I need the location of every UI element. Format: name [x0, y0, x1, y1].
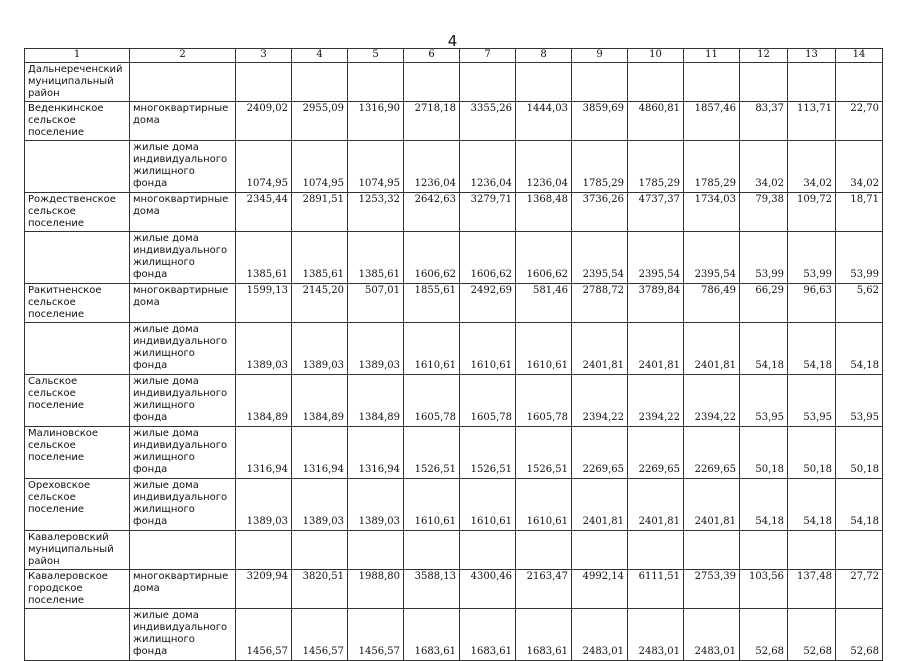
settlement-name: [25, 141, 130, 193]
value-cell: 1389,03: [292, 323, 348, 375]
value-cell: 2269,65: [572, 427, 628, 479]
housing-type: жилые дома индивидуального жилищного фонда: [130, 427, 236, 479]
value-cell: 53,99: [836, 232, 883, 284]
empty-cell: [836, 63, 883, 102]
value-cell: 2401,81: [684, 323, 740, 375]
district-row: [25, 531, 883, 570]
settlement-name: Ореховское сельское поселение: [25, 479, 130, 531]
value-cell: 54,18: [740, 323, 788, 375]
value-cell: 83,37: [740, 102, 788, 141]
value-cell: 1316,90: [348, 102, 404, 141]
table-row: [25, 323, 883, 375]
value-cell: 1855,61: [404, 284, 460, 323]
value-cell: 786,49: [684, 284, 740, 323]
value-cell: 1734,03: [684, 193, 740, 232]
empty-cell: [460, 531, 516, 570]
value-cell: 50,18: [788, 427, 836, 479]
housing-type: жилые дома индивидуального жилищного фонда: [130, 323, 236, 375]
empty-cell: [292, 531, 348, 570]
value-cell: 1605,78: [404, 375, 460, 427]
value-cell: 3588,13: [404, 570, 460, 609]
value-cell: 2401,81: [628, 323, 684, 375]
value-cell: 2492,69: [460, 284, 516, 323]
column-number: 4: [292, 49, 348, 63]
empty-cell: [740, 63, 788, 102]
value-cell: 2955,09: [292, 102, 348, 141]
value-cell: 1389,03: [348, 323, 404, 375]
empty-cell: [740, 531, 788, 570]
value-cell: 1236,04: [404, 141, 460, 193]
settlement-name: Малиновское сельское поселение: [25, 427, 130, 479]
value-cell: 1074,95: [236, 141, 292, 193]
empty-cell: [516, 531, 572, 570]
value-cell: 2483,01: [628, 609, 684, 661]
value-cell: 2401,81: [684, 479, 740, 531]
column-number: 9: [572, 49, 628, 63]
value-cell: 5,62: [836, 284, 883, 323]
value-cell: 1236,04: [460, 141, 516, 193]
housing-type: многоквартирные дома: [130, 284, 236, 323]
page-number: 4: [447, 32, 458, 50]
value-cell: 2269,65: [684, 427, 740, 479]
tariff-table: [24, 48, 883, 661]
value-cell: 109,72: [788, 193, 836, 232]
column-number: 8: [516, 49, 572, 63]
value-cell: 3736,26: [572, 193, 628, 232]
district-name: Дальнереченский муниципальный район: [25, 63, 130, 102]
value-cell: 1610,61: [460, 479, 516, 531]
value-cell: 1605,78: [516, 375, 572, 427]
district-row: [25, 63, 883, 102]
empty-cell: [788, 531, 836, 570]
settlement-name: Рождественское сельское поселение: [25, 193, 130, 232]
value-cell: 1526,51: [460, 427, 516, 479]
value-cell: 4860,81: [628, 102, 684, 141]
table-row: [25, 102, 883, 141]
value-cell: 54,18: [836, 323, 883, 375]
value-cell: 1526,51: [404, 427, 460, 479]
value-cell: 1444,03: [516, 102, 572, 141]
table-row: [25, 427, 883, 479]
value-cell: 3279,71: [460, 193, 516, 232]
value-cell: 54,18: [788, 323, 836, 375]
value-cell: 1610,61: [404, 479, 460, 531]
value-cell: 1599,13: [236, 284, 292, 323]
value-cell: 2788,72: [572, 284, 628, 323]
value-cell: 1456,57: [292, 609, 348, 661]
settlement-name: [25, 232, 130, 284]
housing-type: жилые дома индивидуального жилищного фонда: [130, 141, 236, 193]
empty-cell: [348, 63, 404, 102]
housing-type: жилые дома индивидуального жилищного фонда: [130, 609, 236, 661]
column-number: 12: [740, 49, 788, 63]
value-cell: 79,38: [740, 193, 788, 232]
value-cell: 96,63: [788, 284, 836, 323]
value-cell: 1785,29: [684, 141, 740, 193]
value-cell: 1385,61: [348, 232, 404, 284]
table-row: [25, 141, 883, 193]
empty-cell: [516, 63, 572, 102]
column-number: 6: [404, 49, 460, 63]
value-cell: 50,18: [740, 427, 788, 479]
value-cell: 3789,84: [628, 284, 684, 323]
empty-cell: [628, 63, 684, 102]
value-cell: 1384,89: [236, 375, 292, 427]
value-cell: 2401,81: [572, 323, 628, 375]
value-cell: 1316,94: [348, 427, 404, 479]
value-cell: 1857,46: [684, 102, 740, 141]
value-cell: 4300,46: [460, 570, 516, 609]
table-row: [25, 284, 883, 323]
value-cell: 1074,95: [292, 141, 348, 193]
value-cell: 1253,32: [348, 193, 404, 232]
value-cell: 1368,48: [516, 193, 572, 232]
value-cell: 1389,03: [236, 479, 292, 531]
settlement-name: [25, 323, 130, 375]
value-cell: 2394,22: [684, 375, 740, 427]
value-cell: 2401,81: [572, 479, 628, 531]
value-cell: 2269,65: [628, 427, 684, 479]
housing-type: многоквартирные дома: [130, 570, 236, 609]
value-cell: 66,29: [740, 284, 788, 323]
value-cell: 34,02: [740, 141, 788, 193]
value-cell: 113,71: [788, 102, 836, 141]
value-cell: 1683,61: [404, 609, 460, 661]
value-cell: 3355,26: [460, 102, 516, 141]
value-cell: 2891,51: [292, 193, 348, 232]
value-cell: 507,01: [348, 284, 404, 323]
value-cell: 2401,81: [628, 479, 684, 531]
value-cell: 54,18: [740, 479, 788, 531]
value-cell: 2753,39: [684, 570, 740, 609]
value-cell: 1683,61: [516, 609, 572, 661]
housing-type: жилые дома индивидуального жилищного фонда: [130, 375, 236, 427]
column-number: 11: [684, 49, 740, 63]
empty-cell: [684, 63, 740, 102]
housing-type: жилые дома индивидуального жилищного фонда: [130, 479, 236, 531]
empty-cell: [628, 531, 684, 570]
settlement-name: Ракитненское сельское поселение: [25, 284, 130, 323]
value-cell: 1785,29: [628, 141, 684, 193]
table-row: [25, 479, 883, 531]
empty-cell: [404, 531, 460, 570]
table-row: [25, 375, 883, 427]
empty-cell: [130, 63, 236, 102]
value-cell: 103,56: [740, 570, 788, 609]
value-cell: 1456,57: [348, 609, 404, 661]
value-cell: 1074,95: [348, 141, 404, 193]
value-cell: 2483,01: [572, 609, 628, 661]
settlement-name: [25, 609, 130, 661]
value-cell: 1384,89: [348, 375, 404, 427]
empty-cell: [572, 63, 628, 102]
value-cell: 2394,22: [572, 375, 628, 427]
value-cell: 53,99: [788, 232, 836, 284]
column-number: 7: [460, 49, 516, 63]
value-cell: 1316,94: [236, 427, 292, 479]
value-cell: 2395,54: [572, 232, 628, 284]
value-cell: 2145,20: [292, 284, 348, 323]
value-cell: 1610,61: [404, 323, 460, 375]
value-cell: 1606,62: [516, 232, 572, 284]
value-cell: 50,18: [836, 427, 883, 479]
housing-type: многоквартирные дома: [130, 193, 236, 232]
value-cell: 6111,51: [628, 570, 684, 609]
value-cell: 4737,37: [628, 193, 684, 232]
value-cell: 34,02: [788, 141, 836, 193]
value-cell: 54,18: [836, 479, 883, 531]
table-row: [25, 570, 883, 609]
value-cell: 27,72: [836, 570, 883, 609]
empty-cell: [130, 531, 236, 570]
empty-cell: [788, 63, 836, 102]
column-number: 10: [628, 49, 684, 63]
value-cell: 1236,04: [516, 141, 572, 193]
value-cell: 1526,51: [516, 427, 572, 479]
value-cell: 1606,62: [460, 232, 516, 284]
value-cell: 581,46: [516, 284, 572, 323]
value-cell: 53,95: [740, 375, 788, 427]
value-cell: 53,95: [836, 375, 883, 427]
value-cell: 1683,61: [460, 609, 516, 661]
value-cell: 1610,61: [516, 479, 572, 531]
value-cell: 2718,18: [404, 102, 460, 141]
value-cell: 4992,14: [572, 570, 628, 609]
value-cell: 1385,61: [292, 232, 348, 284]
value-cell: 1785,29: [572, 141, 628, 193]
value-cell: 34,02: [836, 141, 883, 193]
empty-cell: [572, 531, 628, 570]
value-cell: 2345,44: [236, 193, 292, 232]
table-row: [25, 193, 883, 232]
value-cell: 3820,51: [292, 570, 348, 609]
value-cell: 1384,89: [292, 375, 348, 427]
housing-type: жилые дома индивидуального жилищного фонда: [130, 232, 236, 284]
value-cell: 1988,80: [348, 570, 404, 609]
value-cell: 3209,94: [236, 570, 292, 609]
settlement-name: Кавалеровское городское поселение: [25, 570, 130, 609]
value-cell: 1385,61: [236, 232, 292, 284]
column-number: 14: [836, 49, 883, 63]
empty-cell: [236, 63, 292, 102]
value-cell: 1605,78: [460, 375, 516, 427]
value-cell: 2395,54: [628, 232, 684, 284]
table-row: [25, 232, 883, 284]
column-number: 5: [348, 49, 404, 63]
value-cell: 52,68: [788, 609, 836, 661]
value-cell: 1316,94: [292, 427, 348, 479]
value-cell: 1389,03: [348, 479, 404, 531]
value-cell: 1606,62: [404, 232, 460, 284]
value-cell: 137,48: [788, 570, 836, 609]
value-cell: 53,95: [788, 375, 836, 427]
table-row: [25, 609, 883, 661]
value-cell: 53,99: [740, 232, 788, 284]
column-number: 13: [788, 49, 836, 63]
value-cell: 1610,61: [516, 323, 572, 375]
value-cell: 52,68: [836, 609, 883, 661]
empty-cell: [236, 531, 292, 570]
value-cell: 2483,01: [684, 609, 740, 661]
value-cell: 18,71: [836, 193, 883, 232]
column-number: 2: [130, 49, 236, 63]
empty-cell: [348, 531, 404, 570]
value-cell: 2395,54: [684, 232, 740, 284]
empty-cell: [684, 531, 740, 570]
value-cell: 52,68: [740, 609, 788, 661]
header-row: [25, 49, 883, 63]
value-cell: 2642,63: [404, 193, 460, 232]
value-cell: 2163,47: [516, 570, 572, 609]
value-cell: 2394,22: [628, 375, 684, 427]
value-cell: 54,18: [788, 479, 836, 531]
value-cell: 1610,61: [460, 323, 516, 375]
empty-cell: [836, 531, 883, 570]
value-cell: 1389,03: [236, 323, 292, 375]
value-cell: 3859,69: [572, 102, 628, 141]
housing-type: многоквартирные дома: [130, 102, 236, 141]
settlement-name: Веденкинское сельское поселение: [25, 102, 130, 141]
value-cell: 1389,03: [292, 479, 348, 531]
empty-cell: [460, 63, 516, 102]
empty-cell: [292, 63, 348, 102]
value-cell: 2409,02: [236, 102, 292, 141]
empty-cell: [404, 63, 460, 102]
column-number: 1: [25, 49, 130, 63]
settlement-name: Сальское сельское поселение: [25, 375, 130, 427]
district-name: Кавалеровский муниципальный район: [25, 531, 130, 570]
value-cell: 1456,57: [236, 609, 292, 661]
value-cell: 22,70: [836, 102, 883, 141]
column-number: 3: [236, 49, 292, 63]
